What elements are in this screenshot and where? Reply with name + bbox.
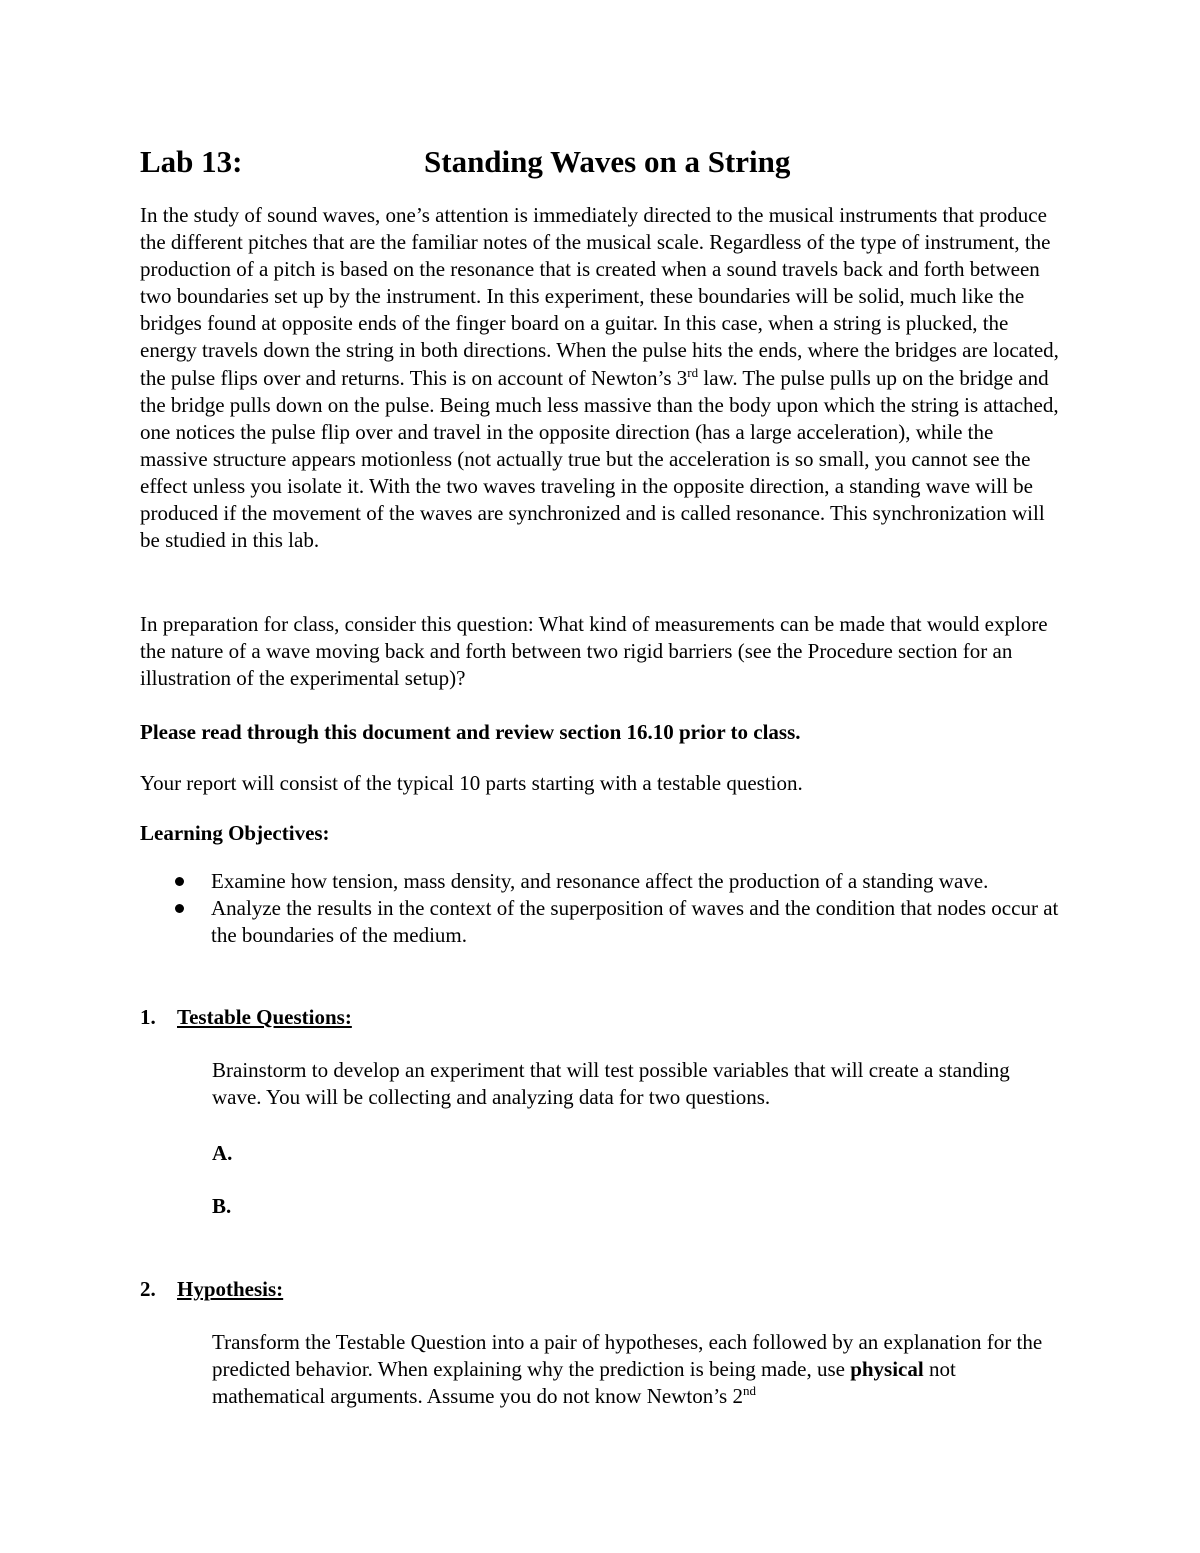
section-number: 2.: [140, 1277, 156, 1301]
emphasis-physical: physical: [850, 1357, 924, 1382]
objectives-heading: Learning Objectives:: [140, 821, 330, 845]
intro-text-part-2: law. The pulse pulls up on the bridge and the bridge pulls down on the pulse. Being much less massive than the body upon which the string is attached, one notices the pulse flip over and travel in the opposite direction (has a large acceleration), while the massive structure appears motionless (not actually true but the acceleration is so small, you cannot see the effect unless you isolate it. With the two waves traveling in the opposite direction, a standing wave will be produced if the movement of the waves are synchronized and is called resonance. This synchronization will be studied in this lab.: [140, 365, 1059, 553]
list-item: [140, 895, 1065, 949]
objective-text: Examine how tension, mass density, and resonance affect the production of a standing wave.: [211, 869, 989, 893]
objective-text: Analyze the results in the context of the superposition of waves and the condition that nodes occur at the boundaries of the medium.: [211, 896, 1059, 948]
section-title: Testable Questions:: [177, 1005, 352, 1029]
section-heading-2: [140, 1276, 283, 1303]
section-heading-1: [140, 1004, 352, 1031]
bullet-icon: [175, 877, 184, 886]
objectives-list: [140, 868, 1065, 949]
list-item: [140, 868, 1065, 895]
read-note: Please read through this document and review section 16.10 prior to class.: [140, 720, 801, 744]
preparation-paragraph: In preparation for class, consider this question: What kind of measurements can be made that would explore the nature of a wave moving back and forth between two rigid barriers (see the Procedure section for an illustration of the experimental setup)?: [140, 612, 1048, 691]
ordinal-superscript: nd: [742, 1383, 756, 1399]
lab-number: Lab 13:: [140, 144, 243, 179]
section-number: 1.: [140, 1005, 156, 1029]
hypothesis-text-part-1: Transform the Testable Question into a pair of hypotheses, each followed by an explanation for the predicted behavior. When explaining why the prediction is being made, use: [212, 1330, 1043, 1382]
lab-title: Standing Waves on a String: [424, 144, 791, 179]
question-a-label: A.: [212, 1141, 233, 1165]
section-1-body: Brainstorm to develop an experiment that will test possible variables that will create a standing wave. You will be collecting and analyzing data for two questions.: [212, 1058, 1010, 1110]
ordinal-superscript: rd: [687, 364, 699, 380]
page-title: [140, 140, 1040, 184]
hypothesis-text-part-2: not mathematical arguments. Assume you do not know Newton’s 2: [212, 1357, 956, 1409]
question-b-label: B.: [212, 1194, 232, 1218]
report-note: Your report will consist of the typical 10 parts starting with a testable question.: [140, 771, 803, 795]
intro-paragraph: [140, 202, 1065, 554]
bullet-icon: [175, 904, 184, 913]
section-title: Hypothesis:: [177, 1277, 284, 1301]
section-2-body: [212, 1329, 1062, 1410]
intro-text-part-1: In the study of sound waves, one’s attention is immediately directed to the musical instruments that produce the different pitches that are the familiar notes of the musical scale. Regardless of the type of instrument, the production of a pitch is based on the resonance that is created when a sound travels back and forth between two boundaries set up by the instrument. In this experiment, these boundaries will be solid, much like the bridges found at opposite ends of the finger board on a guitar. In this case, when a string is plucked, the energy travels down the string in both directions. When the pulse hits the ends, where the bridges are located, the pulse flips over and returns. This is on account of Newton’s 3: [140, 203, 1059, 390]
